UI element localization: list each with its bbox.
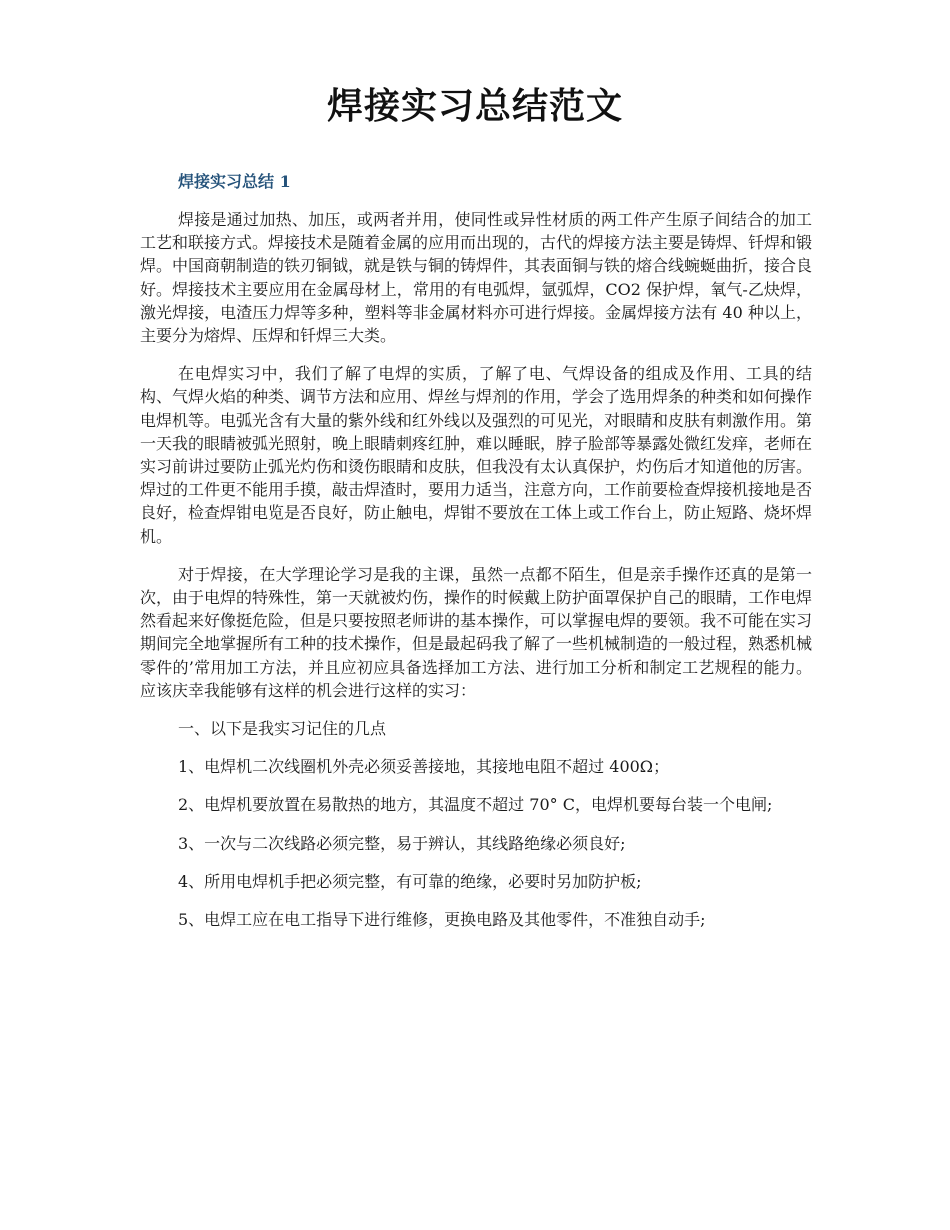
list-item: 2、电焊机要放置在易散热的地方，其温度不超过 70° C，电焊机要每台装一个电闸; (178, 795, 773, 815)
list-heading: 一、以下是我实习记住的几点 (178, 719, 387, 739)
list-item: 3、一次与二次线路必须完整，易于辨认，其线路绝缘必须良好; (178, 833, 626, 853)
page-title: 焊接实习总结范文 (326, 85, 623, 127)
document-body (140, 170, 812, 946)
paragraph-welding-intro: 焊接是通过加热、加压，或两者并用，使同性或异性材质的两工件产生原子间结合的加工工艺和联接方式。焊接技术是随着金属的应用而出现的，古代的焊接方法主要是铸焊、钎焊和锻焊。中国商朝制造的铁刃铜钺，就是铁与铜的铸焊件，其表面铜与铁的熔合线蜿蜒曲折，接合良好。焊接技术主要应用在金属母材上，常用的有电弧焊，氩弧焊，CO2 保护焊，氧气-乙炔焊，激光焊接，电渣压力焊等多种，塑料等非金属材料亦可进行焊接。金属焊接方法有 40 种以上，主要分为熔焊、压焊和钎焊三大类。 (140, 210, 813, 346)
paragraph-practice-experience: 在电焊实习中，我们了解了电焊的实质，了解了电、气焊设备的组成及作用、工具的结构、气焊火焰的种类、调节方法和应用、焊丝与焊剂的作用，学会了选用焊条的种类和如何操作电焊机等。电弧光含有大量的紫外线和红外线以及强烈的可见光，对眼睛和皮肤有刺激作用。第一天我的眼睛被弧光照射，晚上眼睛刺疼红肿，难以睡眠，脖子脸部等暴露处微红发痒，老师在实习前讲过要防止弧光灼伤和烫伤眼睛和皮肤，但我没有太认真保护，灼伤后才知道他的厉害。焊过的工件更不能用手摸，敲击焊渣时，要用力适当，注意方向，工作前要检查焊接机接地是否良好，检查焊钳电览是否良好，防止触电，焊钳不要放在工体上或工作台上，防止短路、烧坏焊机。 (140, 364, 813, 546)
list-item: 1、电焊机二次线圈机外壳必须妥善接地，其接地电阻不超过 400Ω； (178, 757, 670, 777)
section-heading: 焊接实习总结 1 (178, 172, 291, 191)
list-item: 4、所用电焊机手把必须完整，有可靠的绝缘，必要时另加防护板; (178, 871, 642, 891)
list-item: 5、电焊工应在电工指导下进行维修，更换电路及其他零件，不准独自动手; (178, 910, 706, 930)
paragraph-reflection: 对于焊接，在大学理论学习是我的主课，虽然一点都不陌生，但是亲手操作还真的是第一次，由于电焊的特殊性，第一天就被灼伤，操作的时候戴上防护面罩保护自己的眼睛，工作电焊然看起来好像挺危险，但是只要按照老师讲的基本操作，可以掌握电焊的要领。我不可能在实习期间完全地掌握所有工种的技术操作，但是最起码我了解了一些机械制造的一般过程，熟悉机械零件的’常用加工方法，并且应初应具备选择加工方法、进行加工分析和制定工艺规程的能力。应该庆幸我能够有这样的机会进行这样的实习： (140, 564, 813, 700)
